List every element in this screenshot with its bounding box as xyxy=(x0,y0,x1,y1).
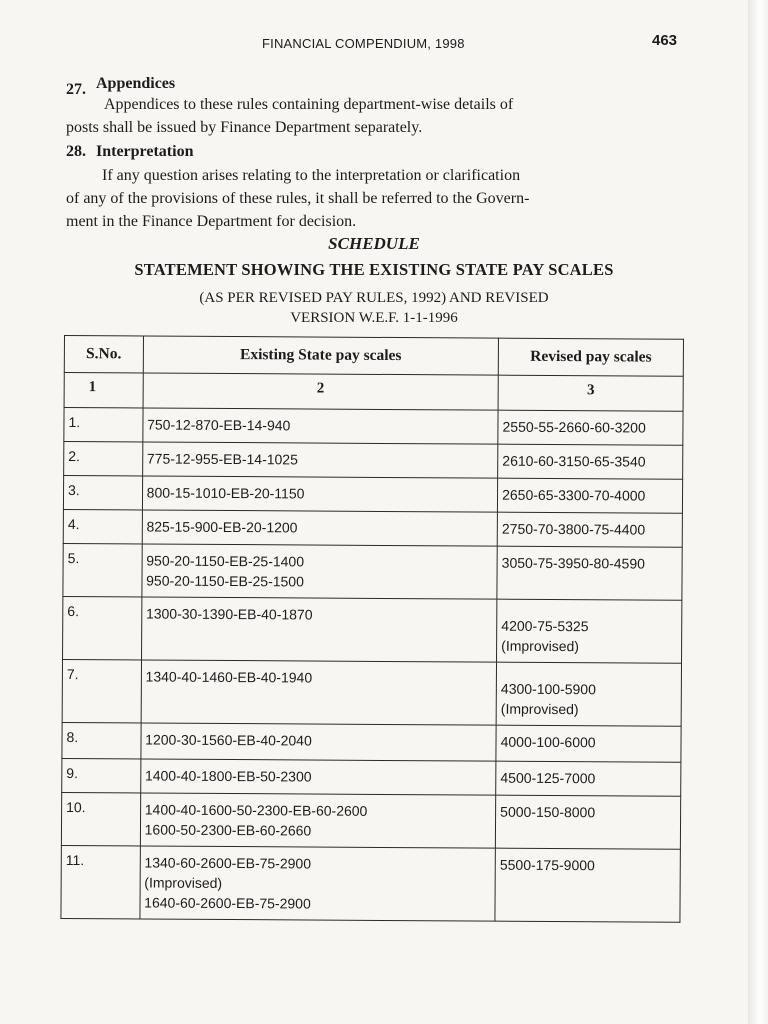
paragraph-line: If any question arises relating to the interpretation or clarification xyxy=(102,167,521,184)
cell-sno: 6. xyxy=(63,596,142,659)
revised-scale: 5000-150-8000 xyxy=(500,803,596,821)
cell-sno: 1. xyxy=(64,408,143,442)
cell-sno: 4. xyxy=(63,509,142,543)
cell-sno: 3. xyxy=(63,476,142,510)
paragraph-line: ment in the Finance Department for decision. xyxy=(66,213,357,230)
subtitle-line: VERSION W.E.F. 1-1-1996 xyxy=(290,310,458,326)
header-existing: Existing State pay scales xyxy=(143,336,499,375)
column-number: 1 xyxy=(64,373,143,408)
cell-revised xyxy=(497,599,682,663)
cell-revised xyxy=(496,662,681,726)
existing-scale: 800-15-1010-EB-20-1150 xyxy=(146,484,305,502)
existing-scale: 775-12-955-EB-14-1025 xyxy=(146,450,298,468)
cell-revised xyxy=(495,848,680,922)
revised-scale: 4200-75-5325 xyxy=(501,617,589,635)
cell-sno: 2. xyxy=(64,442,143,476)
section-28-heading xyxy=(66,143,193,161)
cell-revised xyxy=(498,478,683,513)
existing-scale: 1600-50-2300-EB-60-2660 xyxy=(144,821,312,839)
paragraph-line: posts shall be issued by Finance Department separately. xyxy=(66,119,423,136)
schedule-title: SCHEDULE xyxy=(328,234,420,253)
cell-sno: 8. xyxy=(62,722,141,758)
table-row xyxy=(62,722,681,762)
revised-scale: 4300-100-5900 xyxy=(500,680,596,698)
revised-scale: (Improvised) xyxy=(500,700,579,718)
cell-revised xyxy=(497,512,682,547)
page-edge xyxy=(748,0,768,1024)
table-body xyxy=(61,373,683,923)
table-header-row xyxy=(64,336,683,377)
revised-scale: 4000-100-6000 xyxy=(500,733,596,751)
existing-scale: 1400-40-1600-50-2300-EB-60-2600 xyxy=(144,801,368,819)
cell-existing xyxy=(141,723,497,761)
table-row xyxy=(61,845,680,922)
column-number: 2 xyxy=(143,373,499,410)
section-number: 27. xyxy=(66,81,86,98)
header-sno: S.No. xyxy=(64,336,143,373)
schedule-subtitle xyxy=(0,288,748,328)
table-row xyxy=(63,509,682,547)
table-row xyxy=(62,659,681,726)
cell-existing xyxy=(141,597,497,662)
cell-sno: 9. xyxy=(62,758,141,792)
header-title: FINANCIAL COMPENDIUM, 1998 xyxy=(262,36,465,51)
existing-scale: 950-20-1150-EB-25-1400 xyxy=(146,552,305,570)
table-row xyxy=(62,758,681,796)
cell-existing xyxy=(142,476,498,512)
existing-scale: 1640-60-2600-EB-75-2900 xyxy=(144,894,311,912)
section-number: 28. xyxy=(66,143,86,160)
cell-revised xyxy=(497,546,682,600)
existing-scale: 1340-40-1460-EB-40-1940 xyxy=(145,668,313,686)
cell-revised xyxy=(496,761,681,796)
revised-scale: (Improvised) xyxy=(501,637,580,655)
existing-scale: 825-15-900-EB-20-1200 xyxy=(146,518,298,536)
existing-scale: (Improvised) xyxy=(144,874,223,891)
cell-existing xyxy=(140,793,496,848)
cell-revised xyxy=(498,410,683,445)
existing-scale: 1300-30-1390-EB-40-1870 xyxy=(145,605,313,623)
cell-revised xyxy=(495,795,680,849)
table-row xyxy=(64,408,683,446)
paragraph-line: Appendices to these rules containing department-wise details of xyxy=(104,96,514,113)
table-row xyxy=(64,442,683,480)
cell-revised xyxy=(498,444,683,479)
revised-scale: 2610-60-3150-65-3540 xyxy=(502,452,646,470)
cell-revised xyxy=(496,725,681,762)
cell-existing xyxy=(140,846,496,921)
existing-scale: 950-20-1150-EB-25-1500 xyxy=(146,572,304,590)
revised-scale: 5500-175-9000 xyxy=(499,856,595,874)
table-row xyxy=(61,792,680,849)
cell-existing xyxy=(143,408,499,444)
cell-existing xyxy=(142,544,498,599)
section-heading: Appendices xyxy=(96,75,176,92)
revised-scale: 2650-65-3300-70-4000 xyxy=(502,486,646,504)
revised-scale: 2550-55-2660-60-3200 xyxy=(502,418,646,436)
section-heading: Interpretation xyxy=(96,143,194,160)
subtitle-line: (AS PER REVISED PAY RULES, 1992) AND REVISED xyxy=(199,290,549,306)
cell-sno: 11. xyxy=(61,845,140,918)
page-header xyxy=(0,32,748,56)
revised-scale: 3050-75-3950-80-4590 xyxy=(501,554,645,572)
page-number: 463 xyxy=(652,32,678,49)
column-number-row xyxy=(64,373,683,412)
pay-scales-table xyxy=(60,335,684,923)
table-row xyxy=(63,476,682,514)
cell-existing xyxy=(142,510,498,546)
revised-scale: 4500-125-7000 xyxy=(500,769,596,787)
existing-scale: 1400-40-1800-EB-50-2300 xyxy=(144,767,312,785)
existing-scale: 1200-30-1560-EB-40-2040 xyxy=(145,731,312,749)
existing-scale: 750-12-870-EB-14-940 xyxy=(147,416,291,434)
table-row xyxy=(63,543,682,600)
section-28-body xyxy=(66,164,529,233)
section-27-body xyxy=(66,93,513,139)
revised-scale: 2750-70-3800-75-4400 xyxy=(501,520,646,538)
cell-sno: 7. xyxy=(62,659,141,722)
cell-existing xyxy=(141,660,497,725)
table-row xyxy=(63,596,682,663)
paragraph-line: of any of the provisions of these rules, it shall be referred to the Govern- xyxy=(66,190,530,207)
cell-existing xyxy=(140,759,496,795)
cell-sno: 10. xyxy=(61,792,140,845)
cell-sno: 5. xyxy=(63,543,142,596)
existing-scale: 1340-60-2600-EB-75-2900 xyxy=(144,854,312,872)
statement-title: STATEMENT SHOWING THE EXISTING STATE PAY SCALES xyxy=(134,260,614,279)
header-revised: Revised pay scales xyxy=(498,338,683,376)
column-number: 3 xyxy=(498,375,683,411)
cell-existing xyxy=(142,442,498,478)
